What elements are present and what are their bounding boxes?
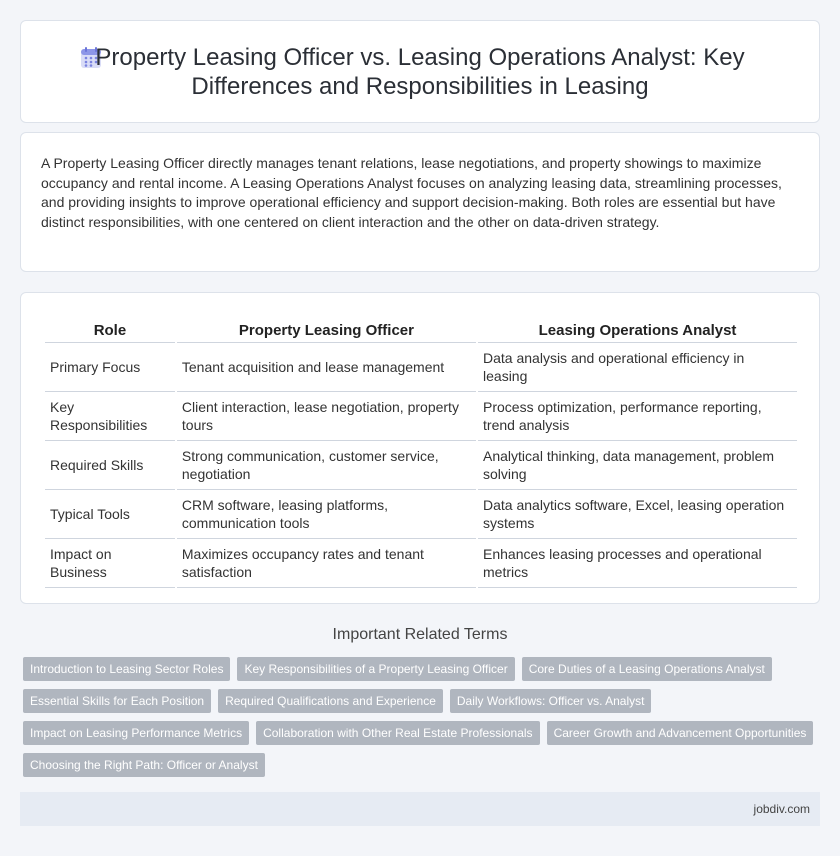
comparison-card: [20, 292, 820, 604]
related-tag[interactable]: Key Responsibilities of a Property Leasing Officer: [237, 657, 514, 681]
related-tag[interactable]: Daily Workflows: Officer vs. Analyst: [450, 689, 652, 713]
analyst-cell: Data analytics software, Excel, leasing operation systems: [478, 490, 797, 539]
footer-site[interactable]: jobdiv.com: [753, 802, 810, 816]
row-label: Required Skills: [45, 441, 175, 490]
header-card: [20, 20, 820, 123]
table-header-row: [45, 313, 797, 343]
comparison-table: [43, 313, 799, 588]
related-tag[interactable]: Core Duties of a Leasing Operations Analyst: [522, 657, 772, 681]
analyst-cell: Enhances leasing processes and operational metrics: [478, 539, 797, 588]
header-role: Role: [45, 313, 175, 343]
header-officer: Property Leasing Officer: [177, 313, 476, 343]
related-tag[interactable]: Required Qualifications and Experience: [218, 689, 443, 713]
related-tag[interactable]: Introduction to Leasing Sector Roles: [23, 657, 230, 681]
officer-cell: Tenant acquisition and lease management: [177, 343, 476, 392]
analyst-cell: Data analysis and operational efficiency in leasing: [478, 343, 797, 392]
table-row: [45, 441, 797, 490]
row-label: Impact on Business: [45, 539, 175, 588]
table-row: [45, 490, 797, 539]
footer: [20, 792, 820, 826]
related-tag[interactable]: Choosing the Right Path: Officer or Analyst: [23, 753, 265, 777]
related-tag[interactable]: Career Growth and Advancement Opportunities: [547, 721, 814, 745]
related-tag[interactable]: Impact on Leasing Performance Metrics: [23, 721, 249, 745]
related-terms-title: Important Related Terms: [332, 626, 508, 643]
intro-text: A Property Leasing Officer directly manages tenant relations, lease negotiations, and property showings to maximize occupancy and rental income. A Leasing Operations Analyst focuses on analyzing leasing data, streamlining processes, and providing insights to improve operational efficiency and support decision-making. Both roles are essential but have distinct responsibilities, with one centered on client interaction and the other on data-driven strategy.: [41, 155, 782, 230]
officer-cell: Strong communication, customer service, negotiation: [177, 441, 476, 490]
analyst-cell: Process optimization, performance reporting, trend analysis: [478, 392, 797, 441]
header-analyst: Leasing Operations Analyst: [478, 313, 797, 343]
related-tags: [23, 657, 823, 785]
related-tag[interactable]: Essential Skills for Each Position: [23, 689, 211, 713]
table-row: [45, 539, 797, 588]
related-tag[interactable]: Collaboration with Other Real Estate Professionals: [256, 721, 539, 745]
intro-card: [20, 132, 820, 272]
row-label: Typical Tools: [45, 490, 175, 539]
analyst-cell: Analytical thinking, data management, problem solving: [478, 441, 797, 490]
officer-cell: CRM software, leasing platforms, communication tools: [177, 490, 476, 539]
table-row: [45, 392, 797, 441]
table-row: [45, 343, 797, 392]
officer-cell: Client interaction, lease negotiation, property tours: [177, 392, 476, 441]
row-label: Key Responsibilities: [45, 392, 175, 441]
related-terms-section: [20, 626, 820, 644]
row-label: Primary Focus: [45, 343, 175, 392]
officer-cell: Maximizes occupancy rates and tenant satisfaction: [177, 539, 476, 588]
page-title: Property Leasing Officer vs. Leasing Operations Analyst: Key Differences and Responsibilities in Leasing: [95, 44, 745, 100]
